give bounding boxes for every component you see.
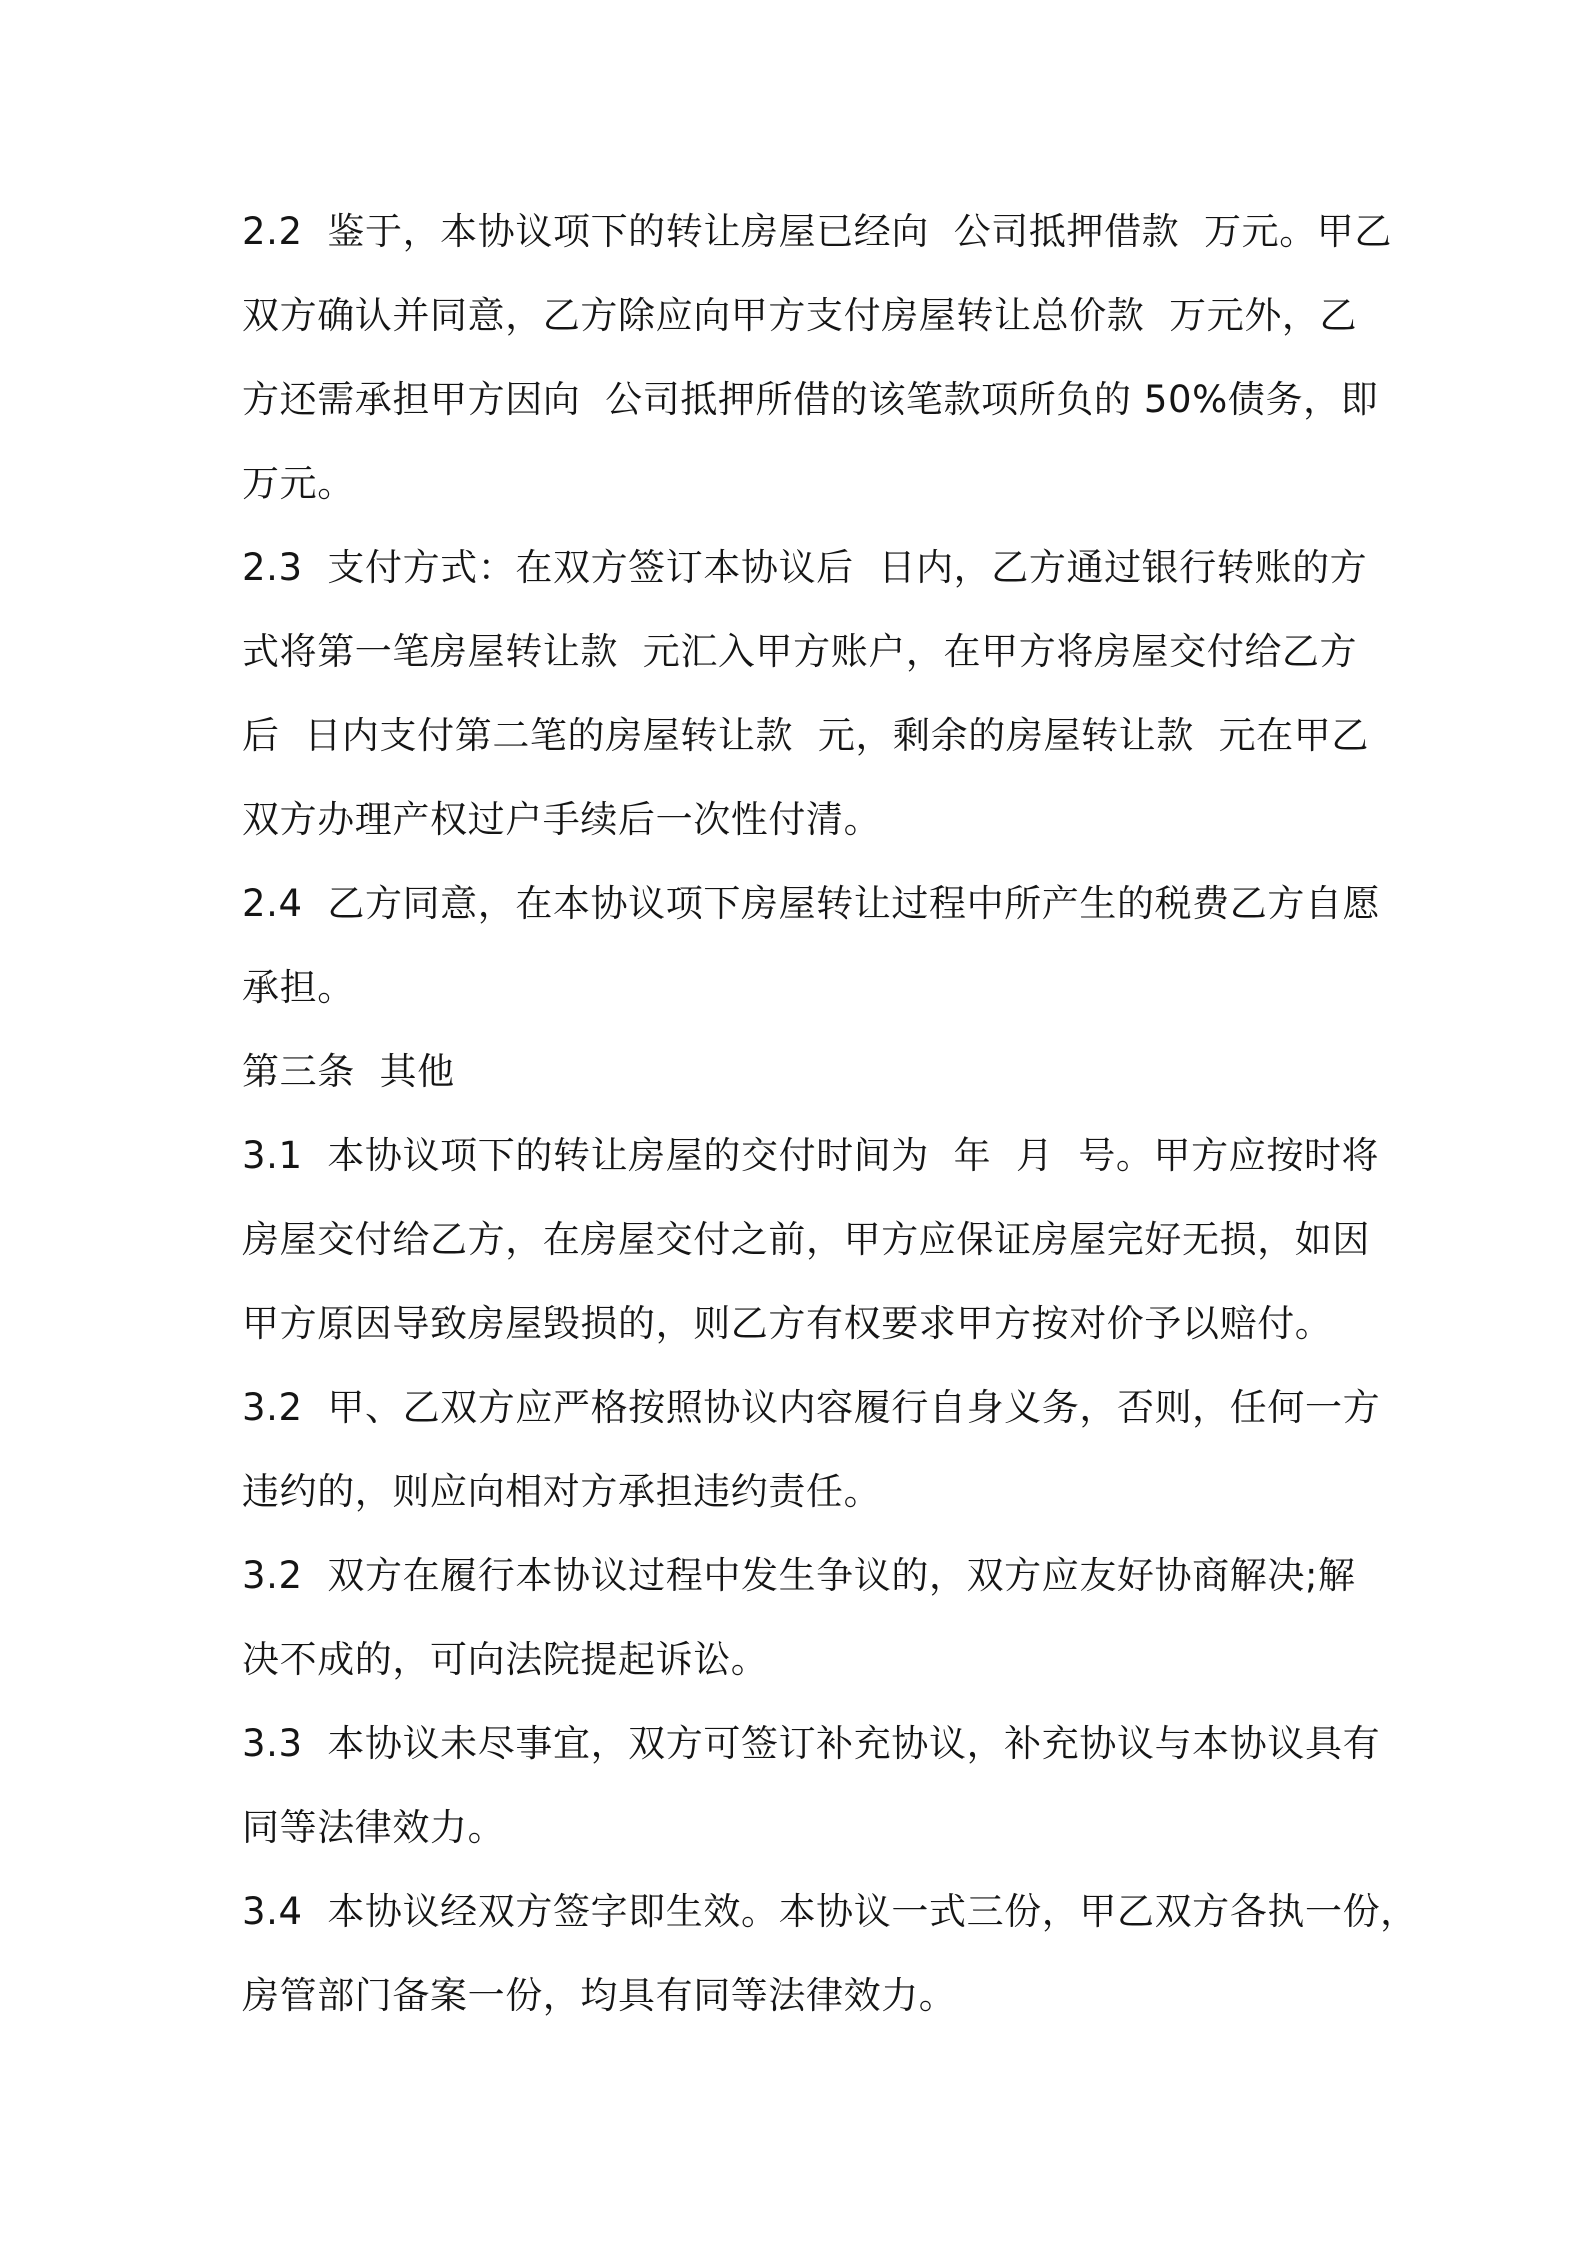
text-line: 承担。 bbox=[242, 966, 355, 1009]
text-line: 3.4 本协议经双方签字即生效。本协议一式三份，甲乙双方各执一份， bbox=[242, 1890, 1418, 1933]
text-line: 万元。 bbox=[242, 462, 355, 505]
text-line: 式将第一笔房屋转让款 元汇入甲方账户，在甲方将房屋交付给乙方 bbox=[242, 630, 1358, 673]
text-line: 双方确认并同意，乙方除应向甲方支付房屋转让总价款 万元外，乙 bbox=[242, 294, 1358, 337]
text-line: 房管部门备案一份，均具有同等法律效力。 bbox=[242, 1974, 957, 2017]
text-line: 同等法律效力。 bbox=[242, 1806, 506, 1849]
text-line: 3.2 甲、乙双方应严格按照协议内容履行自身义务，否则，任何一方 bbox=[242, 1386, 1381, 1429]
text-line: 甲方原因导致房屋毁损的，则乙方有权要求甲方按对价予以赔付。 bbox=[242, 1302, 1333, 1345]
text-line: 3.2 双方在履行本协议过程中发生争议的，双方应友好协商解决;解 bbox=[242, 1554, 1356, 1597]
text-line: 3.3 本协议未尽事宜，双方可签订补充协议，补充协议与本协议具有 bbox=[242, 1722, 1381, 1765]
text-line: 3.1 本协议项下的转让房屋的交付时间为 年 月 号。甲方应按时将 bbox=[242, 1134, 1380, 1177]
text-line: 决不成的，可向法院提起诉讼。 bbox=[242, 1638, 769, 1681]
text-line: 违约的，则应向相对方承担违约责任。 bbox=[242, 1470, 882, 1513]
text-line: 双方办理产权过户手续后一次性付清。 bbox=[242, 798, 882, 841]
text-line: 2.3 支付方式：在双方签订本协议后 日内，乙方通过银行转账的方 bbox=[242, 546, 1368, 589]
document-body bbox=[242, 190, 1418, 2038]
text-line: 2.2 鉴于，本协议项下的转让房屋已经向 公司抵押借款 万元。甲乙 bbox=[242, 210, 1393, 253]
section-heading: 第三条 其他 bbox=[242, 1050, 455, 1093]
text-line: 方还需承担甲方因向 公司抵押所借的该笔款项所负的 50%债务，即 bbox=[242, 378, 1379, 421]
text-line: 后 日内支付第二笔的房屋转让款 元，剩余的房屋转让款 元在甲乙 bbox=[242, 714, 1369, 757]
text-line: 2.4 乙方同意，在本协议项下房屋转让过程中所产生的税费乙方自愿 bbox=[242, 882, 1381, 925]
text-line: 房屋交付给乙方，在房屋交付之前，甲方应保证房屋完好无损，如因 bbox=[242, 1218, 1370, 1261]
